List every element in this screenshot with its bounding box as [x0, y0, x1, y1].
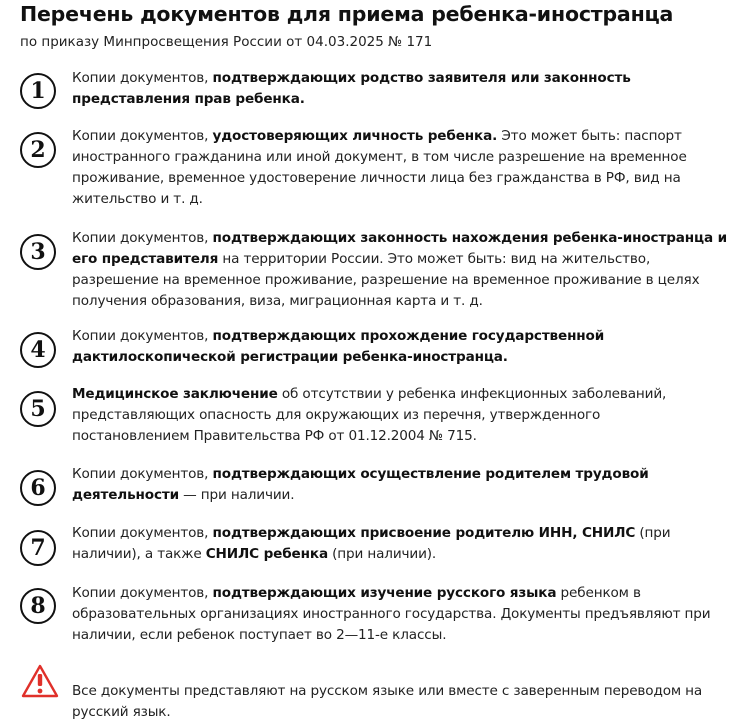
- item-text: [72, 126, 732, 210]
- item-text-plain: наличии), а также: [72, 546, 206, 562]
- item-text-bold: подтверждающих осуществление родителем трудовой: [212, 466, 649, 482]
- item-text-plain: (при наличии).: [327, 546, 437, 562]
- item-text-plain: Копии документов,: [72, 70, 213, 86]
- item-text-plain: жительство и т. д.: [72, 191, 203, 207]
- item-text-plain: образовательных организациях иностранного государства. Документы предъявляют при: [72, 606, 711, 622]
- item-text-plain: (при: [635, 525, 671, 541]
- item-text: [72, 384, 732, 447]
- item-number-badge: 2: [20, 132, 56, 168]
- item-text-bold: подтверждающих присвоение родителю ИНН, СНИЛС: [212, 525, 636, 541]
- item-text-plain: разрешение на временное проживание, разрешение на временное проживание в целях: [72, 272, 700, 288]
- item-text-plain: Это может быть: паспорт: [497, 128, 682, 144]
- item-text-plain: проживание, временное удостоверение личности лица без гражданства в РФ, вид на: [72, 170, 681, 186]
- item-text: [72, 326, 732, 368]
- item-text-bold: подтверждающих родство заявителя или законность: [212, 70, 631, 86]
- item-text-plain: — при наличии.: [178, 487, 295, 503]
- item-text-bold: удостоверяющих личность ребенка.: [212, 128, 498, 144]
- item-number-badge: 5: [20, 391, 56, 427]
- item-text-bold: его представителя: [72, 251, 219, 267]
- item-text-plain: на территории России. Это может быть: вид на жительство,: [218, 251, 651, 267]
- warning-triangle-icon: [20, 663, 60, 699]
- item-text-plain: Копии документов,: [72, 466, 213, 482]
- item-text-plain: Копии документов,: [72, 328, 213, 344]
- item-text-plain: иностранного гражданина или иной документ, в том числе разрешение на временное: [72, 149, 687, 165]
- item-text-bold: подтверждающих прохождение государственной: [212, 328, 605, 344]
- page-subtitle: по приказу Минпросвещения России от 04.03.2025 № 171: [20, 34, 433, 50]
- page-title: Перечень документов для приема ребенка-иностранца: [20, 2, 674, 26]
- item-text-bold: деятельности: [72, 487, 179, 503]
- item-text-bold: представления прав ребенка.: [72, 91, 305, 107]
- warning-text: [72, 681, 732, 723]
- item-text-bold: дактилоскопической регистрации ребенка-иностранца.: [72, 349, 508, 365]
- item-text-plain: Копии документов,: [72, 230, 213, 246]
- item-number-badge: 6: [20, 470, 56, 506]
- item-number-badge: 7: [20, 530, 56, 566]
- item-text: [72, 228, 732, 312]
- item-text-plain: представляющих опасность для окружающих из перечня, утвержденного: [72, 407, 601, 423]
- item-text: [72, 68, 732, 110]
- item-text: [72, 523, 732, 565]
- item-text-plain: Копии документов,: [72, 128, 213, 144]
- item-text-bold: подтверждающих законность нахождения ребенка-иностранца и: [212, 230, 727, 246]
- item-text-plain: об отсутствии у ребенка инфекционных заболеваний,: [277, 386, 667, 402]
- warning-text-line: Все документы представляют на русском языке или вместе с заверенным переводом на: [72, 683, 703, 699]
- item-text: [72, 583, 732, 646]
- item-number-badge: 8: [20, 588, 56, 624]
- item-number-badge: 3: [20, 234, 56, 270]
- item-text-plain: постановлением Правительства РФ от 01.12.2004 № 715.: [72, 428, 477, 444]
- item-text-plain: Копии документов,: [72, 585, 213, 601]
- item-text-bold: Медицинское заключение: [72, 386, 278, 402]
- item-text-plain: наличии, если ребенок поступает во 2—11-е классы.: [72, 627, 447, 643]
- item-text-plain: ребенком в: [556, 585, 641, 601]
- item-text-plain: Копии документов,: [72, 525, 213, 541]
- item-text-bold: подтверждающих изучение русского языка: [212, 585, 557, 601]
- item-number-badge: 1: [20, 73, 56, 109]
- warning-text-line: русский язык.: [72, 704, 171, 720]
- item-number-badge: 4: [20, 332, 56, 368]
- item-text-bold: СНИЛС ребенка: [205, 546, 328, 562]
- item-text-plain: получения образования, виза, миграционная карта и т. д.: [72, 293, 483, 309]
- item-text: [72, 464, 732, 506]
